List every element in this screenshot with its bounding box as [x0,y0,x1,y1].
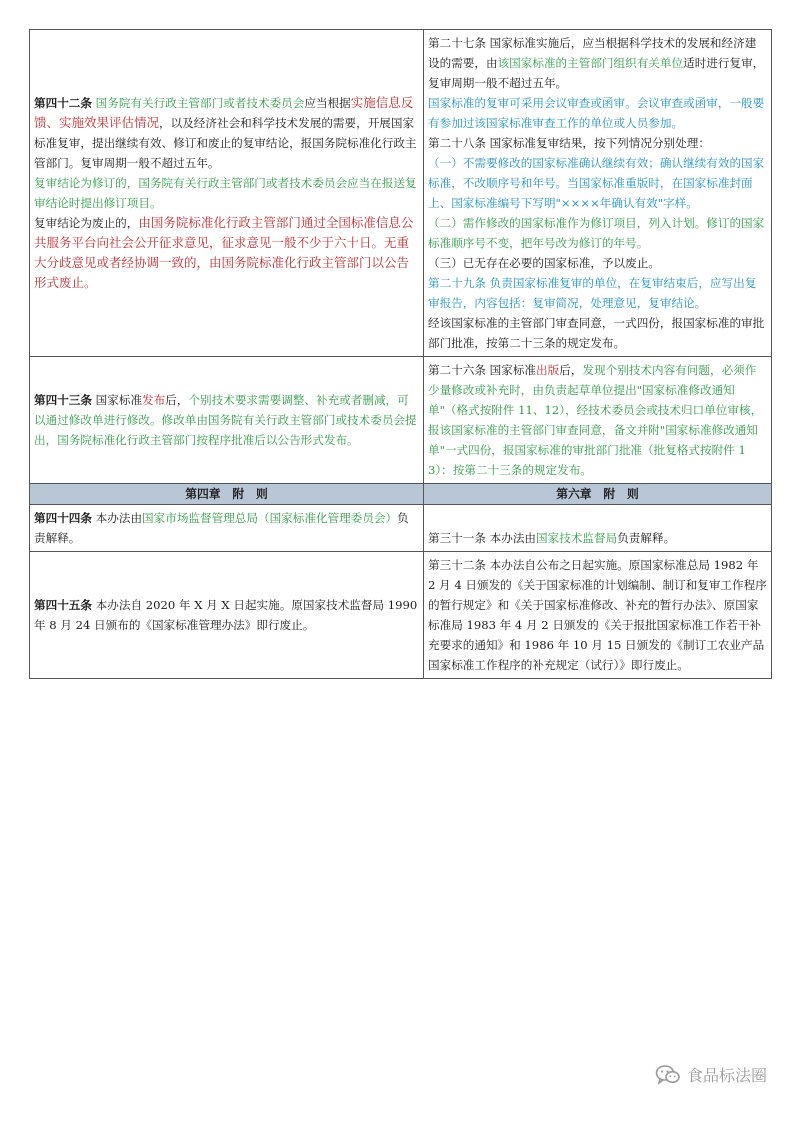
article-28-item-1: （一）不需要修改的国家标准确认继续有效；确认继续有效的国家标准，不改顺序号和年号。当国家标准重版时，在国家标准封面上、国家标准编号下写明"××××年确认有效"字样。 [428,156,765,210]
article-31-cell [424,505,772,552]
article-45-text: 第四十五条 本办法自 2020 年 X 月 X 日起实施。原国家技术监督局 1990 年 8 月 24 日颁布的《国家标准管理办法》即行废止。 [34,598,418,632]
watermark-text: 食品标法圈 [686,1066,767,1085]
article-42-cell [30,30,424,357]
chapter-4-heading: 第四章 附 则 [30,484,424,505]
table-row [30,357,772,484]
article-42-para-3: 复审结论为废止的，由国务院标准化行政主管部门通过全国标准信息公共服务平台向社会公开征求意见，征求意见一般不少于六十日。无重大分歧意见或者经协调一致的，由国务院标准化行政主管部门以公告形式废止。 [34,215,414,290]
article-26-cell [424,357,772,484]
article-44-cell [30,505,424,552]
article-45-cell [30,552,424,679]
article-31-text: 第三十一条 本办法由国家技术监督局负责解释。 [428,531,676,545]
article-44-text: 第四十四条 本办法由国家市场监督管理总局（国家标准化管理委员会）负责解释。 [34,511,409,545]
chapter-header-row [30,484,772,505]
table-row [30,30,772,357]
table-row [30,505,772,552]
article-27-para-1: 第二十七条 国家标准实施后，应当根据科学技术的发展和经济建设的需要，由该国家标准的主管部门组织有关单位适时进行复审，复审周期一般不超过五年。 [428,36,765,90]
article-42-para-2: 复审结论为修订的，国务院有关行政主管部门或者技术委员会应当在报送复审结论时提出修订项目。 [34,176,417,210]
article-27-28-29-cell [424,30,772,357]
article-32-text: 第三十二条 本办法自公布之日起实施。原国家标准总局 1982 年 2 月 4 日颁发的《关于国家标准的计划编制、制订和复审工作程序的暂行规定》和《关于国家标准修改、补充的暂行办法》、原国家标准局 1983 年 4 月 2 日颁发的《关于报批国家标准工作若干补充要求的通知》和 1986 年 10 月 15 日颁发的《制订工农业产品国家标准工作程序的补充规定（试行）》即行废止。 [428,558,767,672]
article-29-para-2: 经该国家标准的主管部门审查同意，一式四份，报国家标准的审批部门批准，按第二十三条的规定发布。 [428,316,765,350]
article-29-para-1: 第二十九条 负责国家标准复审的单位，在复审结束后，应写出复审报告，内容包括：复审简况，处理意见，复审结论。 [428,276,757,310]
comparison-table [29,29,772,679]
article-43-cell [30,357,424,484]
article-28-item-3: （三）已无存在必要的国家标准，予以废止。 [428,256,660,270]
watermark [655,1063,767,1086]
chapter-6-heading: 第六章 附 则 [424,484,772,505]
article-26-text: 第二十六条 国家标准出版后，发现个别技术内容有问题，必须作少量修改或补充时，由负责起草单位提出"国家标准修改通知单"（格式按附件 11、12），经技术委员会或技术归口单位审核，报该国家标准的主管部门审查同意，备文并附"国家标准修改通知单"一式四份，报国家标准的审批部门批准（批复格式按附件 13）：按第二十三条的规定发布。 [428,363,763,477]
article-42-para-1: 第四十二条 国务院有关行政主管部门或者技术委员会应当根据实施信息反馈、实施效果评估情况，以及经济社会和科学技术发展的需要，开展国家标准复审，提出继续有效、修订和废止的复审结论，报国务院标准化行政主管部门。复审周期一般不超过五年。 [34,95,417,170]
article-27-para-2: 国家标准的复审可采用会议审查或函审。会议审查或函审，一般要有参加过该国家标准审查工作的单位或人员参加。 [428,96,765,130]
wechat-icon [655,1064,681,1086]
table-row [30,552,772,679]
article-28-para-1: 第二十八条 国家标准复审结果，按下列情况分别处理： [428,136,710,150]
article-32-cell [424,552,772,679]
article-43-text: 第四十三条 国家标准发布后，个别技术要求需要调整、补充或者删减，可以通过修改单进行修改。修改单由国务院有关行政主管部门或技术委员会提出，国务院标准化行政主管部门按程序批准后以公告形式发布。 [34,393,417,447]
article-28-item-2: （二）需作修改的国家标准作为修订项目，列入计划。修订的国家标准顺序号不变，把年号改为修订的年号。 [428,216,765,250]
